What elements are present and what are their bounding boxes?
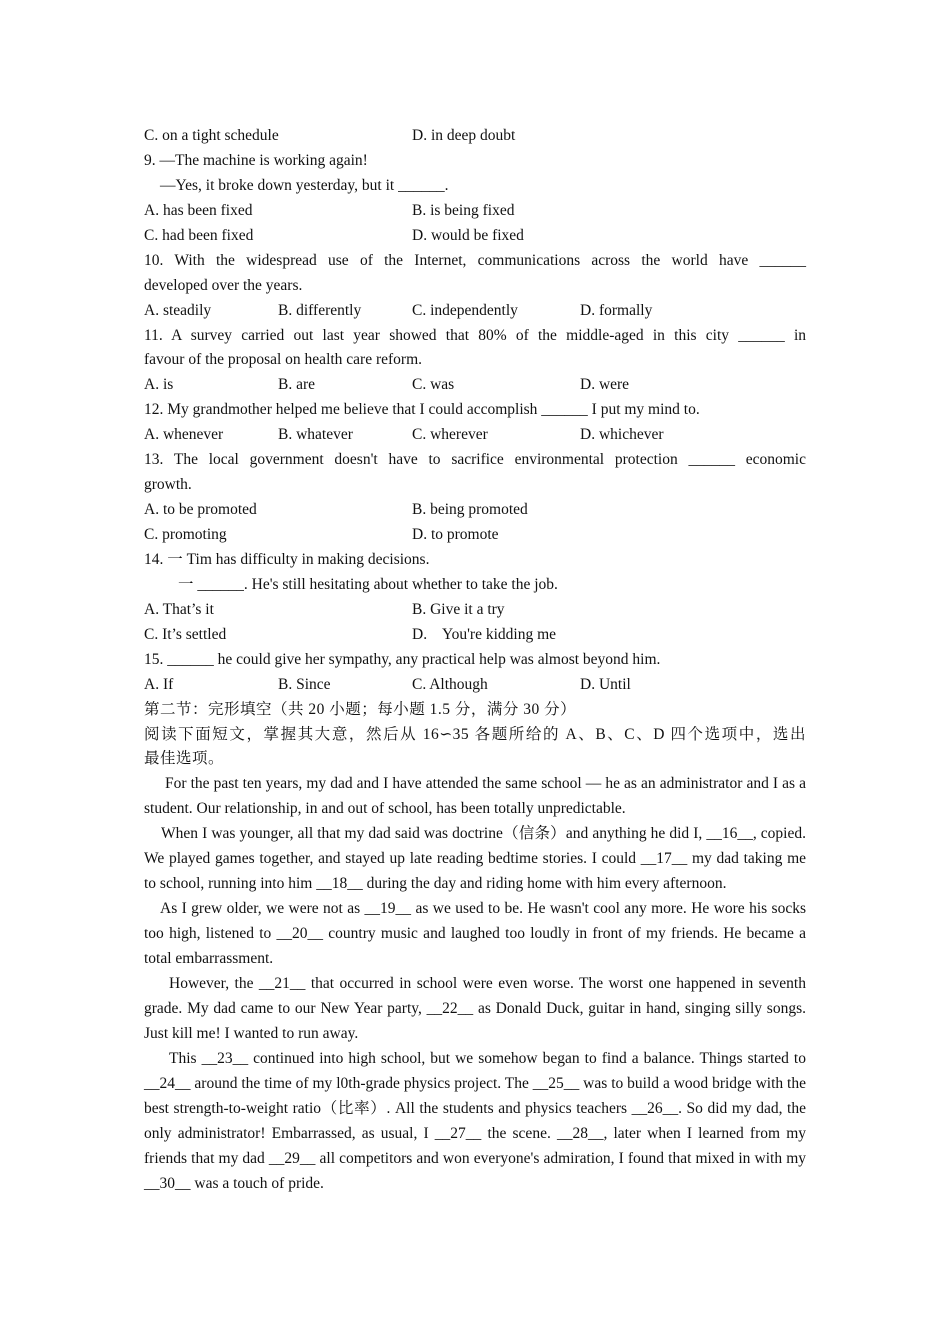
q14-option-a: A. That’s it [144,600,214,618]
q9-options-row-2 [144,224,806,249]
q14-options-row-2 [144,623,806,648]
passage-paragraph-5: This __23__ continued into high school, but we somehow began to find a balance. Things started to __24__ around the time of my l0th-grade physics project. The __25__ was to build a wood bridge with the best strength-to-weight ratio（比率）. All the students and physics teachers __26__. So did my dad, the only administrator! Embarrassed, as usual, I __27__ the scene. __28__, later when I learned from my friends that my dad __29__ all competitors and won everyone's admiration, I found that mixed in with my __30__ was a touch of pride. [144,1049,806,1192]
q15-option-a: A. If [144,675,174,693]
q12-option-c: C. wherever [412,426,488,444]
passage-paragraph-4: However, the __21__ that occurred in school were even worse. The worst one happened in seventh grade. My dad came to our New Year party, __22__ as Donald Duck, guitar in hand, singing silly songs. Just kill me! I wanted to run away. [144,975,806,1042]
q8-options-row [144,124,806,149]
q10-question-line-1: 10. With the widespread use of the Internet, communications across the world have ______ [144,251,806,269]
q9-options-row-1 [144,199,806,224]
q15-option-c: C. Although [412,675,488,693]
q13-options-row-2 [144,523,806,548]
section2-instruction-line-1: 阅读下面短文，掌握其大意，然后从 16∽35 各题所给的 A、B、C、D 四个选项中，选出 [144,725,806,743]
passage-paragraph-3: As I grew older, we were not as __19__ as we used to be. He wasn't cool any more. He wore his socks too high, listened to __20__ country music and laughed too loudly in front of my friends. He became a total embarrassment. [144,900,806,968]
q11-option-d: D. were [580,376,630,394]
q10-option-b: B. differently [278,301,362,319]
q13-question-line-1: 13. The local government doesn't have to sacrifice environmental protection ______ economic [144,451,806,469]
q14-option-c: C. It’s settled [144,625,227,643]
section2-instruction-line-2: 最佳选项。 [144,750,225,768]
q8-option-d: D. in deep doubt [412,127,516,144]
passage-paragraph-1: For the past ten years, my dad and I have attended the same school — he as an administrator and I as a student. Our relationship, in and out of school, has been totally unpredictable. [144,775,806,818]
q12-option-b: B. whatever [278,426,353,444]
q13-option-d: D. to promote [412,526,499,543]
q13-option-a: A. to be promoted [144,501,257,519]
q12-question: 12. My grandmother helped me believe that I could accomplish ______ I put my mind to. [144,401,700,419]
q8-option-c: C. on a tight schedule [144,127,279,144]
q10-option-a: A. steadily [144,301,212,319]
q12-option-d: D. whichever [580,426,664,444]
q13-options-row-1 [144,498,806,523]
q13-question-line-2: growth. [144,476,192,494]
q11-question-line-1: 11. A survey carried out last year showed that 80% of the middle-aged in this city ______ in [144,326,806,344]
q9-option-a: A. has been fixed [144,201,253,219]
q11-options-row [144,373,806,398]
q15-question: 15. ______ he could give her sympathy, any practical help was almost beyond him. [144,650,661,668]
q9-option-b: B. is being fixed [412,201,515,219]
section2-heading: 第二节：完形填空（共 20 小题；每小题 1.5 分，满分 30 分） [144,700,577,718]
q13-option-c: C. promoting [144,526,227,543]
passage-paragraph-2: When I was younger, all that my dad said was doctrine（信条）and anything he did I, __16__, copied. We played games together, and stayed up late reading bedtime stories. I could __17__ my dad taking me to school, running into him __18__ during the day and riding home with him every afternoon. [144,825,806,893]
q14-option-b: B. Give it a try [412,600,505,618]
q11-question-line-2: favour of the proposal on health care reform. [144,351,423,369]
q14-question: 14. 一 Tim has difficulty in making decisions. [144,550,430,568]
q11-option-b: B. are [278,376,316,394]
q10-option-d: D. formally [580,301,653,319]
q13-option-b: B. being promoted [412,501,528,519]
q15-option-d: D. Until [580,675,631,693]
q9-reply: —Yes, it broke down yesterday, but it ______. [160,176,449,194]
q14-option-d: D. You're kidding me [412,625,557,643]
q15-options-row [144,673,806,698]
q12-option-a: A. whenever [144,426,224,444]
q11-option-c: C. was [412,376,455,394]
q10-option-c: C. independently [412,301,518,319]
q15-option-b: B. Since [278,675,331,693]
q10-question-line-2: developed over the years. [144,276,303,294]
q12-options-row [144,423,806,448]
exam-page [144,124,806,1197]
q9-option-c: C. had been fixed [144,226,254,244]
q11-option-a: A. is [144,376,174,394]
q14-options-row-1 [144,598,806,623]
q9-question: 9. —The machine is working again! [144,151,368,169]
q9-option-d: D. would be fixed [412,226,524,244]
q14-reply: 一 ______. He's still hesitating about whether to take the job. [178,575,558,593]
q10-options-row [144,299,806,324]
